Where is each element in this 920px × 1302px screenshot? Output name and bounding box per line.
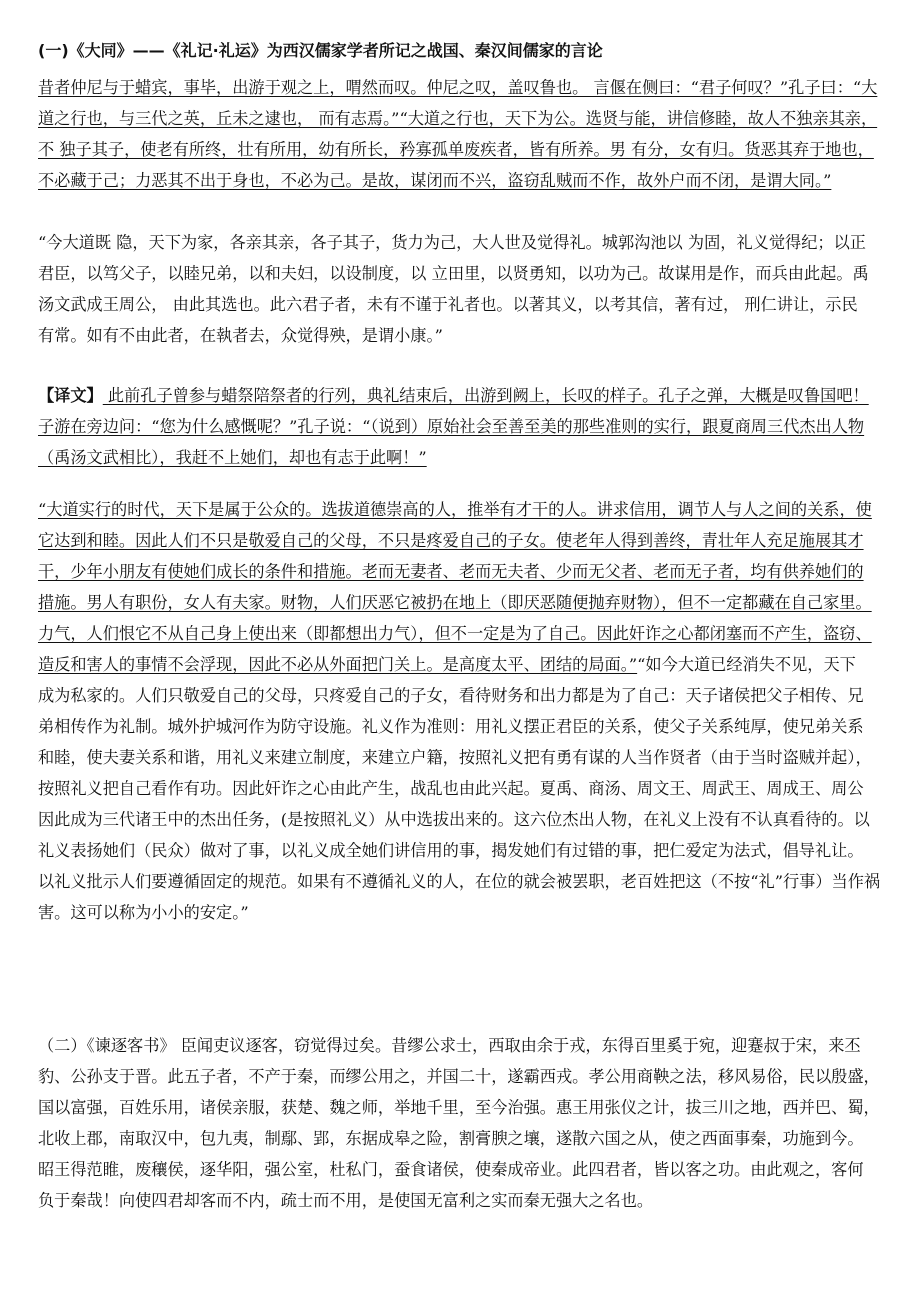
text-line: 国以富强，百姓乐用，诸侯亲服，获楚、魏之师，举地千里，至今治强。惠王用张仪之计，拔三川之地，西并巴、蜀，: [38, 1098, 880, 1117]
text-line: 君臣，以笃父子，以睦兄弟，以和夫妇，以设制度，以 立田里，以贤勇知，以功为己。故谋用是作，而兵由此起。禹: [38, 264, 869, 283]
text-line: 北收上郡，南取汉中，包九夷，制鄢、郢，东据成皋之险，割膏腴之壤，遂散六国之从，使之西面事秦，功施到今。: [38, 1129, 864, 1148]
text-line: （二）《谏逐客书》 臣闻吏议逐客，窃觉得过矣。昔缪公求士，西取由余于戎，东得百里奚于宛，迎蹇叔于宋，来丕: [38, 1036, 861, 1055]
text-line: 措施。男人有职份，女人有夫家。财物，人们厌恶它被扔在地上（即厌恶随便抛弃财物），但不一定都藏在自己家里。: [38, 593, 872, 612]
text-line: 豹、公孙支于晋。此五子者，不产于秦，而缪公用之，并国二十，遂霸西戎。孝公用商鞅之法，移风易俗，民以殷盛，: [38, 1067, 880, 1086]
text-line: 干，少年小朋友有使她们成长的条件和措施。老而无妻者、老而无夫者、少而无父者、老而无子者，均有供养她们的: [38, 562, 864, 581]
text-span: 造反和害人的事情不会浮现，因此不必从外面把门关上。是高度太平、团结的局面。”: [38, 655, 638, 674]
text-line: 负于秦哉！向使四君却客而不内，疏士而不用，是使国无富利之实而秦无强大之名也。: [38, 1191, 654, 1210]
text-line: [38, 380, 888, 411]
original-paragraph-2: [38, 227, 888, 351]
text-line: 汤文武成王周公， 由此其选也。此六君子者，未有不谨于礼者也。以著其义，以考其信，著有过， 刑仁讲让，示民: [38, 295, 858, 314]
text-line: 和睦，使夫妻关系和谐，用礼义来建立制度，来建立户籍，按照礼义把有勇有谋的人当作贤者（由于当时盗贼并起），: [38, 748, 872, 767]
text-line: 道之行也，与三代之英，丘未之逮也， 而有志焉。”“大道之行也，天下为公。选贤与能，讲信修睦，故人不独亲其亲，: [38, 109, 878, 128]
text-line: 力气，人们恨它不从自己身上使出来（即都想出力气），但不一定是为了自己。因此奸诈之心都闭塞而不产生，盗窃、: [38, 624, 872, 643]
text-line: 因此成为三代诸王中的杰出任务，(是按照礼义）从中选拔出来的。这六位杰出人物，在礼义上没有不认真看待的。以: [38, 810, 870, 829]
text-line: （禹汤文武相比），我赶不上她们，却也有志于此啊！”: [38, 448, 427, 467]
text-line: 按照礼义把自己看作有功。因此奸诈之心由此产生，战乱也由此兴起。夏禹、商汤、周文王、周武王、周成王、周公: [38, 779, 864, 798]
text-span: “如今大道已经消失不见，天下: [637, 655, 856, 674]
text-line: 成为私家的。人们只敬爱自己的父母，只疼爱自己的子女，看待财务和出力都是为了自己：天子诸侯把父子相传、兄: [38, 686, 864, 705]
text-line: 不 独子其子，使老有所终，壮有所用，幼有所长，矜寡孤单废疾者，皆有所养。男 有分，女有归。货恶其弃于地也，: [38, 140, 874, 159]
translation-paragraph-2: [38, 494, 888, 680]
text-line: 害。这可以称为小小的安定。”: [38, 903, 249, 922]
text-line: 礼义表扬她们（民众）做对了事，以礼义成全她们讲信用的事，揭发她们有过错的事，把仁爱定为法式，倡导礼让。: [38, 841, 864, 860]
text-line: 昔者仲尼与于蜡宾，事毕，出游于观之上，喟然而叹。仲尼之叹，盖叹鲁也。 言偃在侧曰：“君子何叹？”孔子曰：“大: [38, 78, 878, 97]
text-span: 此前孔子曾参与蜡祭陪祭者的行列，典礼结束后，出游到阙上，长叹的样子。孔子之弹，大概是叹鲁国吧！: [102, 386, 869, 405]
translation-paragraph-3: [38, 680, 888, 928]
translation-paragraph-1: [38, 380, 888, 473]
text-line: “今大道既 隐，天下为家，各亲其亲，各子其子，货力为己，大人世及觉得礼。城郭沟池以 为固，礼义觉得纪；以正: [38, 233, 866, 252]
translation-label: 【译文】: [38, 386, 103, 405]
page-title: (一)《大同》——《礼记·礼运》为西汉儒家学者所记之战国、秦汉间儒家的言论: [38, 41, 603, 60]
text-line: 它达到和睦。因此人们不只是敬爱自己的父母，不只是疼爱自己的子女。使老年人得到善终，青壮年人充足施展其才: [38, 531, 864, 550]
text-line: [38, 649, 888, 680]
text-line: 弟相传作为礼制。城外护城河作为防守设施。礼义作为准则：用礼义摆正君臣的关系，使父子关系纯厚，使兄弟关系: [38, 717, 864, 736]
text-line: 以礼义批示人们要遵循固定的规范。如果有不遵循礼义的人，在位的就会被罢职，老百姓把这（不按“礼”行事）当作祸: [38, 872, 881, 891]
text-line: 子游在旁边问：“您为什么感慨呢？”孔子说：“（说到）原始社会至善至美的那些准则的实行，跟夏商周三代杰出人物: [38, 417, 865, 436]
text-line: 有常。如有不由此者，在執者去，众觉得殃，是谓小康。”: [38, 326, 443, 345]
text-line: “大道实行的时代，天下是属于公众的。选拔道德崇高的人，推举有才干的人。讲求信用，调节人与人之间的关系，使: [38, 500, 872, 519]
text-line: 昭王得范睢，废穰侯，逐华阳，强公室，杜私门，蚕食诸侯，使秦成帝业。此四君者，皆以客之功。由此观之，客何: [38, 1160, 864, 1179]
text-line: 不必藏于己；力恶其不出于身也，不必为己。是故，谋闭而不兴，盗窃乱贼而不作，故外户而不闭，是谓大同。”: [38, 171, 832, 190]
original-paragraph-1: [38, 72, 888, 196]
section-2-paragraph: [38, 1030, 888, 1216]
